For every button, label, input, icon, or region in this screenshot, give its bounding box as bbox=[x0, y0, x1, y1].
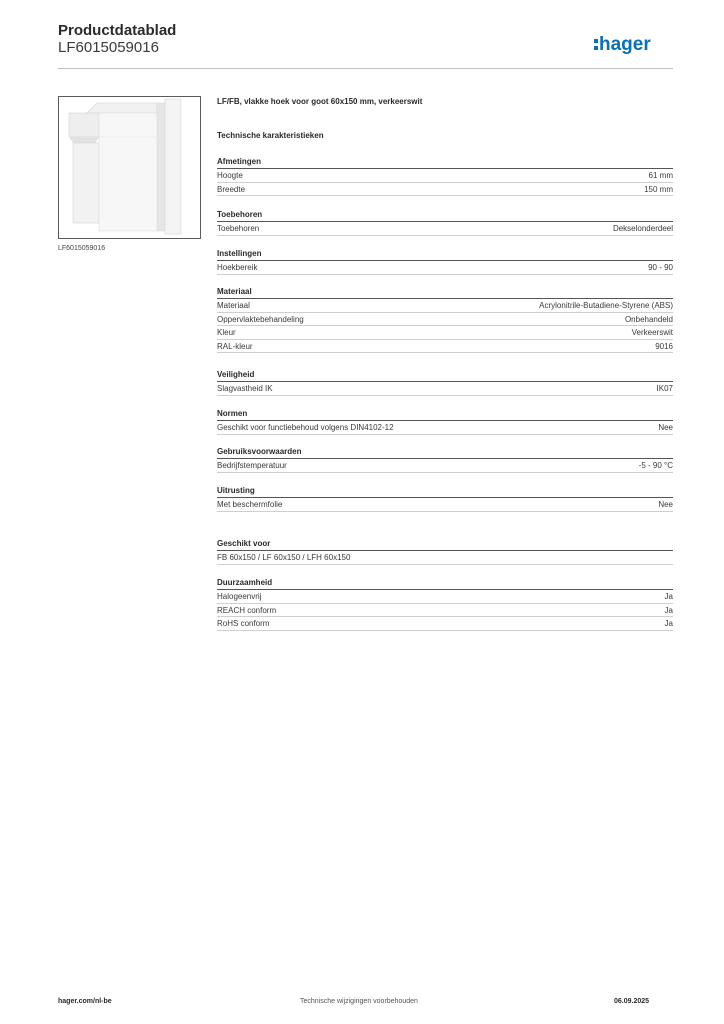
spec-value: 90 - 90 bbox=[648, 263, 673, 272]
tech-heading: Technische karakteristieken bbox=[217, 131, 324, 140]
section-title: Toebehoren bbox=[217, 210, 263, 219]
section-title: Materiaal bbox=[217, 287, 252, 296]
section-afmetingen bbox=[217, 156, 673, 196]
section-duurzaamheid bbox=[217, 577, 673, 631]
product-code: LF6015059016 bbox=[58, 39, 159, 56]
spec-value: 61 mm bbox=[648, 171, 673, 180]
spec-label: Bedrijfstemperatuur bbox=[217, 461, 287, 470]
spec-row bbox=[217, 261, 673, 275]
header-divider bbox=[58, 68, 673, 69]
spec-value: Ja bbox=[664, 605, 673, 615]
section-title: Instellingen bbox=[217, 249, 262, 258]
spec-row bbox=[217, 498, 673, 512]
spec-row bbox=[217, 382, 673, 396]
image-caption: LF6015059016 bbox=[58, 245, 106, 252]
section-gebruiksvoorwaarden bbox=[217, 446, 673, 473]
spec-value: IK07 bbox=[656, 384, 673, 393]
footer-date: 06.09.2025 bbox=[614, 998, 650, 1005]
section-uitrusting bbox=[217, 485, 673, 512]
spec-row bbox=[217, 617, 673, 631]
spec-value: Nee bbox=[658, 500, 673, 509]
footer-notice: Technische wijzigingen voorbehouden bbox=[300, 998, 418, 1005]
spec-value: Onbehandeld bbox=[624, 314, 673, 324]
spec-label: FB 60x150 / LF 60x150 / LFH 60x150 bbox=[217, 553, 351, 562]
section-title: Veiligheid bbox=[217, 370, 255, 379]
spec-row bbox=[217, 604, 673, 618]
spec-value: 9016 bbox=[655, 341, 673, 351]
spec-label: Materiaal bbox=[217, 301, 250, 310]
section-materiaal bbox=[217, 286, 673, 353]
spec-row bbox=[217, 340, 673, 354]
section-normen bbox=[217, 408, 673, 435]
spec-label: RoHS conform bbox=[217, 619, 270, 628]
section-title: Normen bbox=[217, 409, 248, 418]
spec-row bbox=[217, 326, 673, 340]
spec-value: Ja bbox=[664, 592, 673, 601]
spec-value: 150 mm bbox=[644, 184, 673, 194]
spec-row bbox=[217, 169, 673, 183]
page-title: Productdatablad bbox=[58, 22, 177, 39]
spec-label: RAL-kleur bbox=[217, 341, 253, 351]
spec-value: Verkeerswit bbox=[631, 328, 673, 337]
spec-row bbox=[217, 590, 673, 604]
spec-label: Breedte bbox=[217, 184, 246, 194]
spec-value: Acrylonitrile-Butadiene-Styrene (ABS) bbox=[539, 301, 673, 310]
spec-label: Hoekbereik bbox=[217, 263, 258, 272]
spec-row bbox=[217, 551, 673, 565]
spec-label: Met beschermfolie bbox=[217, 500, 283, 509]
section-toebehoren bbox=[217, 209, 673, 236]
spec-value: Dekselonderdeel bbox=[612, 224, 673, 233]
section-title: Uitrusting bbox=[217, 486, 255, 495]
spec-label: Halogeenvrij bbox=[217, 592, 262, 601]
spec-label: Geschikt voor functiebehoud volgens DIN4102-12 bbox=[217, 423, 394, 432]
spec-label: Oppervlaktebehandeling bbox=[217, 314, 304, 324]
section-geschikt-voor bbox=[217, 538, 673, 565]
spec-value: Ja bbox=[664, 619, 673, 628]
spec-row bbox=[217, 313, 673, 327]
spec-row bbox=[217, 299, 673, 313]
spec-label: Hoogte bbox=[217, 171, 243, 180]
spec-row bbox=[217, 421, 673, 435]
section-instellingen bbox=[217, 248, 673, 275]
spec-label: Slagvastheid IK bbox=[217, 384, 273, 393]
section-title: Duurzaamheid bbox=[217, 578, 273, 587]
section-title: Afmetingen bbox=[217, 157, 261, 166]
spec-label: REACH conform bbox=[217, 605, 277, 615]
spec-row bbox=[217, 222, 673, 236]
spec-row bbox=[217, 459, 673, 473]
section-title: Gebruiksvoorwaarden bbox=[217, 447, 302, 456]
product-image bbox=[58, 96, 201, 239]
spec-value: -5 - 90 °C bbox=[638, 461, 673, 470]
spec-row bbox=[217, 183, 673, 197]
hager-logo bbox=[594, 28, 674, 58]
section-veiligheid bbox=[217, 369, 673, 396]
product-name: LF/FB, vlakke hoek voor goot 60x150 mm, verkeerswit bbox=[217, 97, 423, 106]
spec-value: Nee bbox=[658, 423, 673, 432]
spec-label: Toebehoren bbox=[217, 224, 260, 233]
spec-label: Kleur bbox=[217, 328, 236, 337]
section-title: Geschikt voor bbox=[217, 539, 271, 548]
svg-text:hager: hager bbox=[599, 34, 651, 55]
footer-website-link[interactable]: hager.com/nl-be bbox=[58, 998, 112, 1005]
